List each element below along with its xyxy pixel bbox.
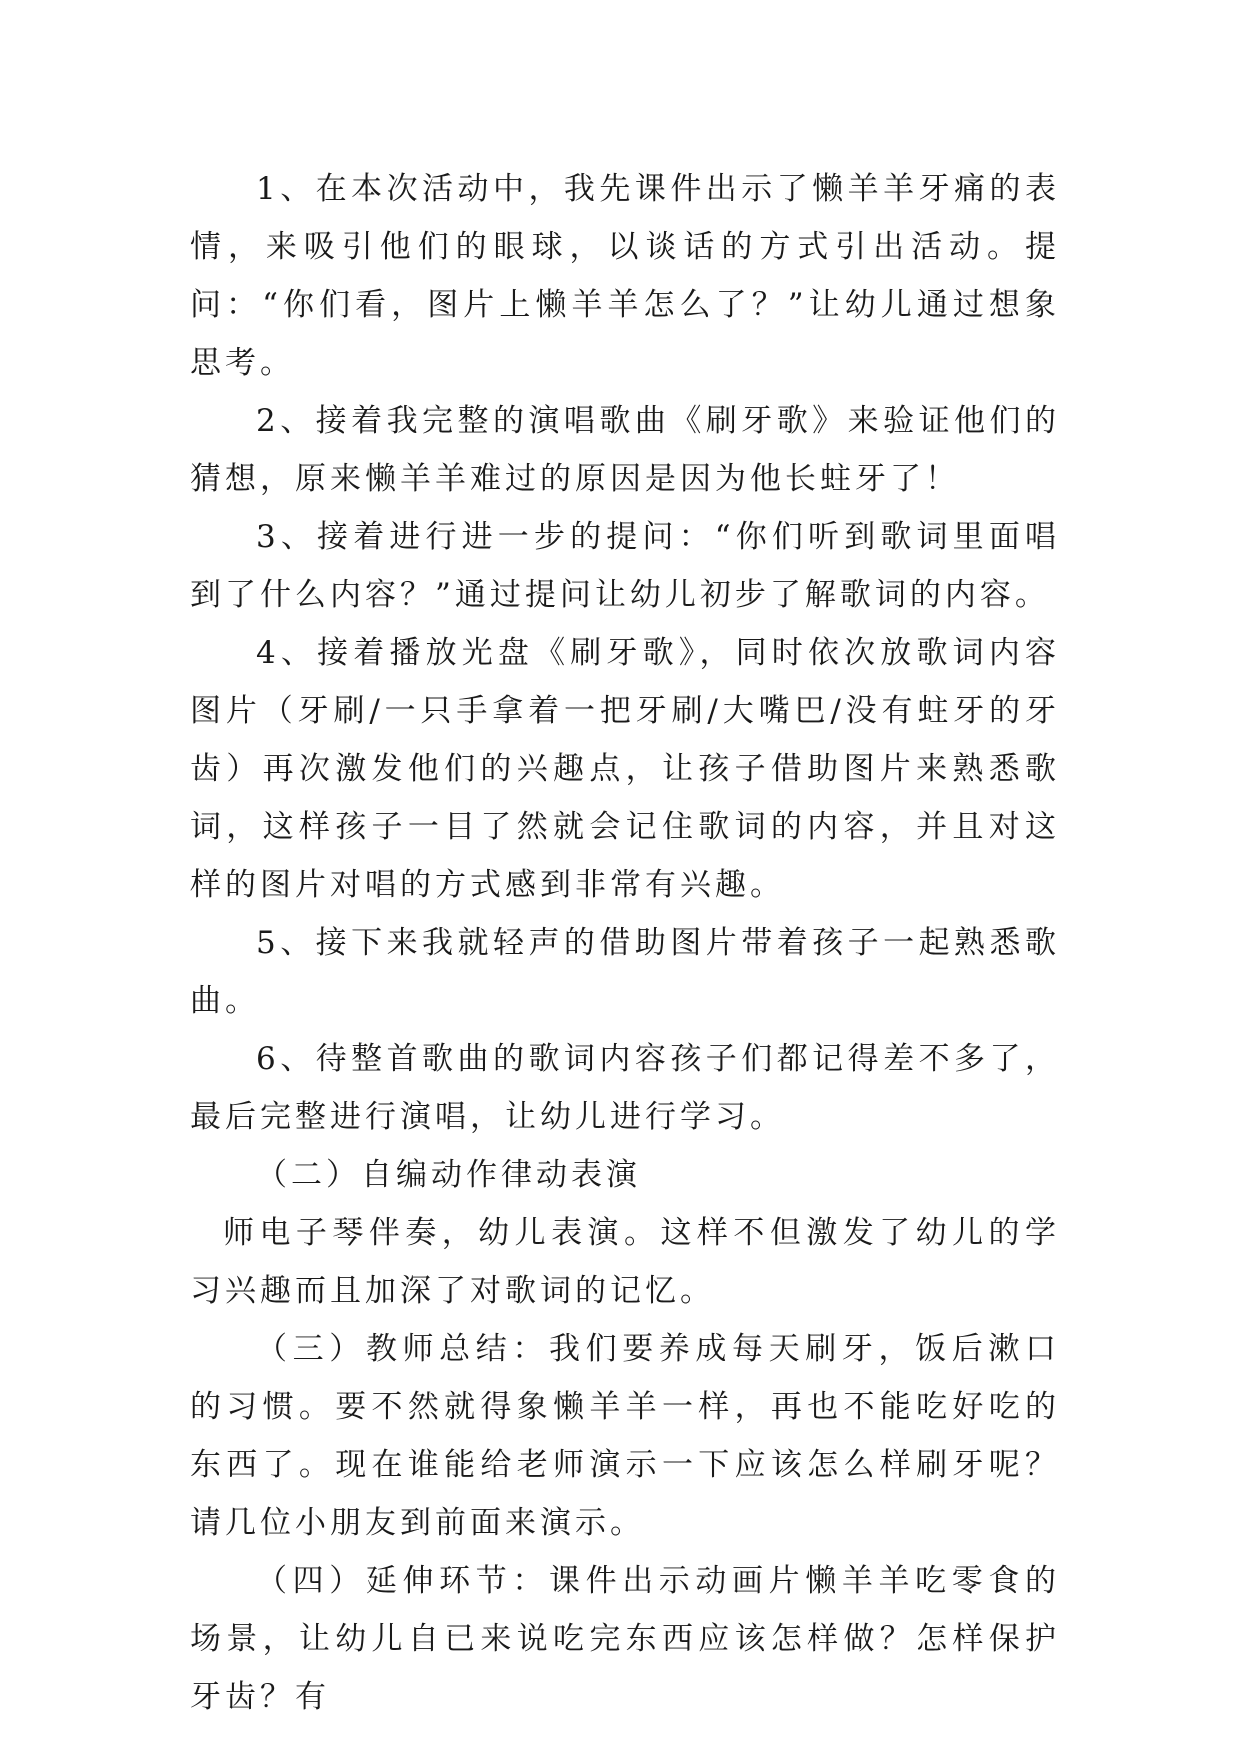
section-heading-2: （二）自编动作律动表演 [256, 1157, 641, 1193]
paragraph-step-4: 4、接着播放光盘《刷牙歌》，同时依次放歌词内容图片（牙刷/一只手拿着一把牙刷/大嘴巴/没有蛀牙的牙齿）再次激发他们的兴趣点，让孩子借助图片来熟悉歌词，这样孩子一目了然就会记住歌词的内容，并且对这样的图片对唱的方式感到非常有兴趣。 [190, 635, 1060, 903]
document-body [190, 160, 1060, 1726]
paragraph-step-2: 2、接着我完整的演唱歌曲《刷牙歌》来验证他们的猜想，原来懒羊羊难过的原因是因为他长蛀牙了！ [190, 403, 1060, 497]
paragraph-step-5: 5、接下来我就轻声的借助图片带着孩子一起熟悉歌曲。 [190, 925, 1060, 1019]
paragraph-extension: （四）延伸环节：课件出示动画片懒羊羊吃零食的场景，让幼儿自已来说吃完东西应该怎样做？怎样保护牙齿？有 [190, 1563, 1060, 1715]
paragraph-step-6: 6、待整首歌曲的歌词内容孩子们都记得差不多了，最后完整进行演唱，让幼儿进行学习。 [190, 1041, 1060, 1135]
paragraph-performance: 师电子琴伴奏，幼儿表演。这样不但激发了幼儿的学习兴趣而且加深了对歌词的记忆。 [190, 1215, 1060, 1309]
paragraph-step-3: 3、接着进行进一步的提问：“你们听到歌词里面唱到了什么内容？”通过提问让幼儿初步了解歌词的内容。 [190, 519, 1060, 613]
paragraph-step-1: 1、在本次活动中，我先课件出示了懒羊羊牙痛的表情，来吸引他们的眼球，以谈话的方式引出活动。提问：“你们看，图片上懒羊羊怎么了？”让幼儿通过想象思考。 [190, 171, 1060, 381]
paragraph-teacher-summary: （三）教师总结：我们要养成每天刷牙，饭后漱口的习惯。要不然就得象懒羊羊一样，再也不能吃好吃的东西了。现在谁能给老师演示一下应该怎么样刷牙呢？请几位小朋友到前面来演示。 [190, 1331, 1060, 1541]
